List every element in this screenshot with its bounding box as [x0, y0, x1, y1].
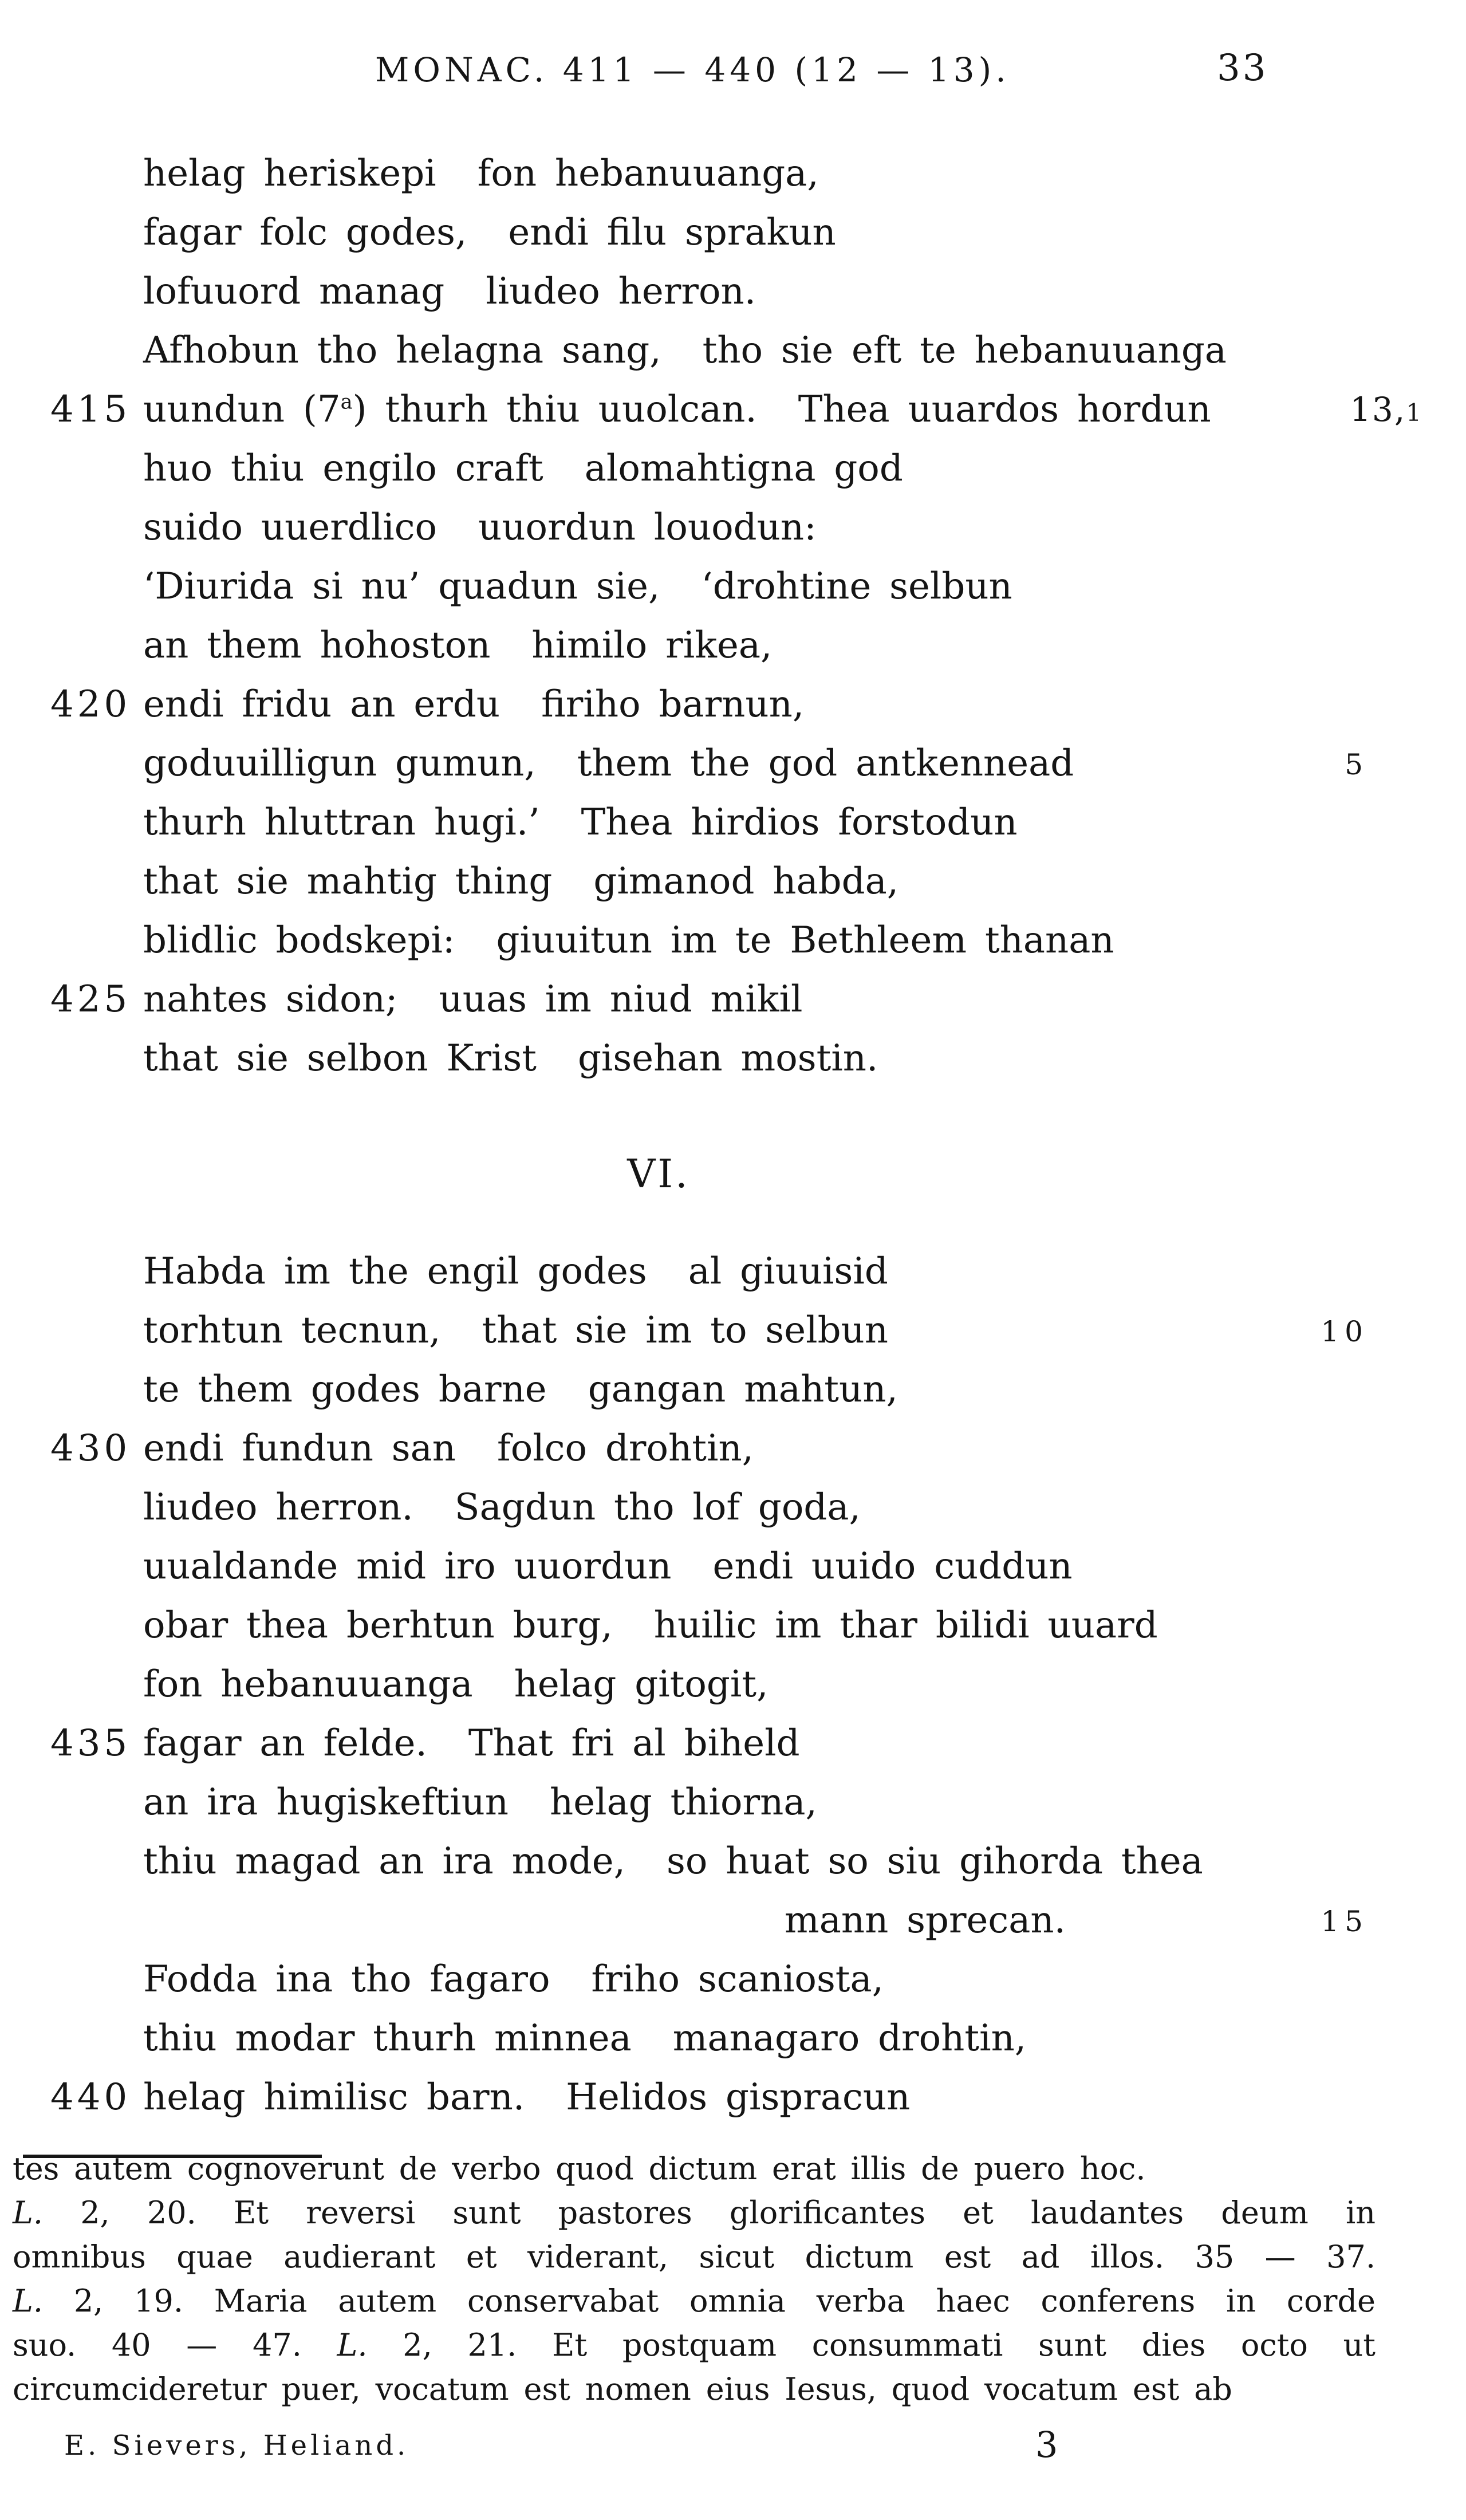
verse-halfline-b: endi uuido cuddun [712, 1545, 1073, 1588]
verse-line-number: 420 [50, 683, 131, 726]
margin-verse-count: 10 [1321, 1315, 1369, 1348]
verse-halfline-b: liudeo herron. [486, 270, 756, 313]
verse-halfline-a: nahtes sidon; [143, 978, 398, 1021]
verse-halfline-b: tho sie eft te hebanuuanga [702, 329, 1227, 372]
verse-halfline-b: mann sprecan. [785, 1899, 1066, 1942]
verse-halfline-a: an them hohoston [143, 624, 491, 667]
verse-line [143, 203, 1426, 262]
verse-line [50, 1714, 1426, 1773]
verse-line [143, 321, 1426, 380]
verse-halfline-b: that sie im to selbun [482, 1309, 888, 1352]
verse-halfline-a: uualdande mid iro uuordun [143, 1545, 672, 1588]
verse-halfline-b: That fri al biheld [468, 1722, 800, 1765]
verse-halfline-b: friho scaniosta, [591, 1958, 884, 2001]
footnote-line: suo. 40 — 47. L. 2, 21. Et postquam consummati sunt dies octo ut [13, 2327, 1376, 2363]
verse-halfline-a: endi fridu an erdu [143, 683, 501, 726]
verse-halfline-a: te them godes barne [143, 1368, 547, 1411]
verse-halfline-b: fon hebanuuanga, [477, 152, 819, 195]
verse-halfline-a: blidlic bodskepi: [143, 919, 455, 962]
verse-halfline-a: thiu magad an ira mode, [143, 1840, 626, 1883]
verse-line [143, 1029, 1426, 1088]
verse-halfline-b: al giuuisid [688, 1250, 888, 1293]
verse-line [143, 734, 1426, 793]
verse-halfline-a: fagar folc godes, [143, 211, 467, 254]
verse-halfline-a: thiu modar thurh minnea [143, 2017, 632, 2060]
verse-halfline-a: thurh hluttran hugi.’ [143, 801, 540, 844]
verse-line [50, 2068, 1426, 2127]
verse-line [143, 262, 1426, 321]
verse-halfline-b: giuuitun im te Bethleem thanan [496, 919, 1114, 962]
verse-line [143, 498, 1426, 557]
verse-line-number: 435 [50, 1722, 131, 1765]
verse-line-number: 425 [50, 978, 131, 1021]
verse-halfline-a: fagar an felde. [143, 1722, 427, 1765]
verse-line [50, 1419, 1426, 1478]
page-footer [0, 2424, 1466, 2475]
verse-halfline-b: Thea hirdios forstodun [581, 801, 1018, 844]
verse-halfline-b: so huat so siu gihorda thea [667, 1840, 1203, 1883]
verse-line-number: 430 [50, 1427, 131, 1470]
verse-halfline-a: helag himilisc barn. [143, 2076, 525, 2119]
verse-line [143, 557, 1426, 616]
footnote-line: L. 2, 19. Maria autem conservabat omnia verba haec conferens in corde [13, 2283, 1376, 2319]
verse-halfline-a: Afhobun tho helagna sang, [143, 329, 661, 372]
verse-line [143, 1360, 1426, 1419]
running-header [0, 47, 1466, 96]
verse-line [143, 1596, 1426, 1655]
verse-halfline-b: them the god antkennead [577, 742, 1074, 785]
margin-verse-count: 15 [1321, 1905, 1369, 1938]
verse-halfline-a: torhtun tecnun, [143, 1309, 441, 1352]
footnote-line: L. 2, 20. Et reversi sunt pastores glorificantes et laudantes deum in [13, 2195, 1376, 2231]
verse-halfline-a: Habda im the engil godes [143, 1250, 647, 1293]
footnotes [13, 2147, 1376, 2411]
verse-halfline-b: ‘drohtine selbun [701, 565, 1012, 608]
verse-line [143, 1242, 1426, 1301]
verse-halfline-a: uundun (7$^a$) thurh thiu uuolcan. [143, 388, 757, 431]
verse-halfline-a: goduuilligun gumun, [143, 742, 536, 785]
verse-line-number: 415 [50, 388, 131, 431]
verse-halfline-a: ‘Diurida si nu’ quadun sie, [143, 565, 660, 608]
verse-halfline-a: huo thiu engilo craft [143, 447, 543, 490]
verse-halfline-b: himilo rikea, [531, 624, 773, 667]
margin-verse-count: 5 [1345, 748, 1369, 781]
verse-halfline-b: managaro drohtin, [672, 2017, 1027, 2060]
verse-halfline-b: firiho barnun, [541, 683, 805, 726]
verse-halfline-b: endi filu sprakun [508, 211, 836, 254]
verse-halfline-a: Fodda ina tho fagaro [143, 1958, 550, 2001]
verse-line [143, 793, 1426, 852]
verse-halfline-a: endi fundun san [143, 1427, 456, 1470]
verse-halfline-a: that sie selbon Krist [143, 1037, 537, 1080]
verse-line [50, 675, 1426, 734]
verse-line [143, 1891, 1426, 1950]
verse-line [143, 1773, 1426, 1832]
verse-line [50, 970, 1426, 1029]
verse-halfline-a: that sie mahtig thing [143, 860, 553, 903]
verse-halfline-b: helag thiorna, [550, 1781, 817, 1824]
sheet-number: 3 [1035, 2424, 1058, 2466]
verse-line [143, 1537, 1426, 1596]
fitte-heading: VI. [627, 1152, 690, 1197]
header-title: MONAC. 411 — 440 (12 — 13). [375, 50, 1010, 89]
footnote-line: omnibus quae audierant et viderant, sicut dictum est ad illos. 35 — 37. [13, 2239, 1376, 2275]
verse-line [143, 1478, 1426, 1537]
verse-halfline-b: gisehan mostin. [577, 1037, 878, 1080]
verse-line-number: 440 [50, 2076, 131, 2119]
verse-line [143, 1301, 1426, 1360]
signature-line: E. Sievers, Heliand. [64, 2430, 409, 2462]
verse-halfline-b: Helidos gispracun [566, 2076, 911, 2119]
verse-halfline-a: helag heriskepi [143, 152, 436, 195]
verse-halfline-b: Sagdun tho lof goda, [454, 1486, 861, 1529]
verse-halfline-b: helag gitogit, [514, 1663, 769, 1706]
footnote-line: circumcideretur puer, vocatum est nomen eius Iesus, quod vocatum est ab [13, 2371, 1232, 2407]
page-number: 33 [1217, 47, 1268, 89]
verse-halfline-a: an ira hugiskeftiun [143, 1781, 509, 1824]
footnote-line: tes autem cognoverunt de verbo quod dictum erat illis de puero hoc. [13, 2151, 1146, 2187]
verse-halfline-b: huilic im thar bilidi uuard [653, 1604, 1158, 1647]
verse-line [143, 1950, 1426, 2009]
margin-gospel-ref: 13,1 [1350, 390, 1422, 429]
verse-halfline-a: liudeo herron. [143, 1486, 413, 1529]
verse-line [143, 1655, 1426, 1714]
verse-block [50, 144, 1426, 2127]
verse-halfline-a: obar thea berhtun burg, [143, 1604, 613, 1647]
verse-halfline-a: lofuuord manag [143, 270, 445, 313]
verse-halfline-b: uuas im niud mikil [439, 978, 803, 1021]
verse-halfline-b: uuordun louodun: [478, 506, 817, 549]
verse-halfline-b: folco drohtin, [497, 1427, 754, 1470]
verse-line [143, 616, 1426, 675]
verse-line [143, 1832, 1426, 1891]
verse-halfline-b: gimanod habda, [593, 860, 899, 903]
verse-line [143, 911, 1426, 970]
verse-line [143, 144, 1426, 203]
verse-line [143, 2009, 1426, 2068]
verse-line [143, 852, 1426, 911]
verse-line [50, 380, 1426, 439]
verse-halfline-b: gangan mahtun, [588, 1368, 898, 1411]
verse-halfline-a: suido uuerdlico [143, 506, 438, 549]
verse-halfline-b: Thea uuardos hordun [798, 388, 1211, 431]
verse-halfline-b: alomahtigna god [584, 447, 903, 490]
verse-line [143, 439, 1426, 498]
verse-halfline-a: fon hebanuuanga [143, 1663, 473, 1706]
